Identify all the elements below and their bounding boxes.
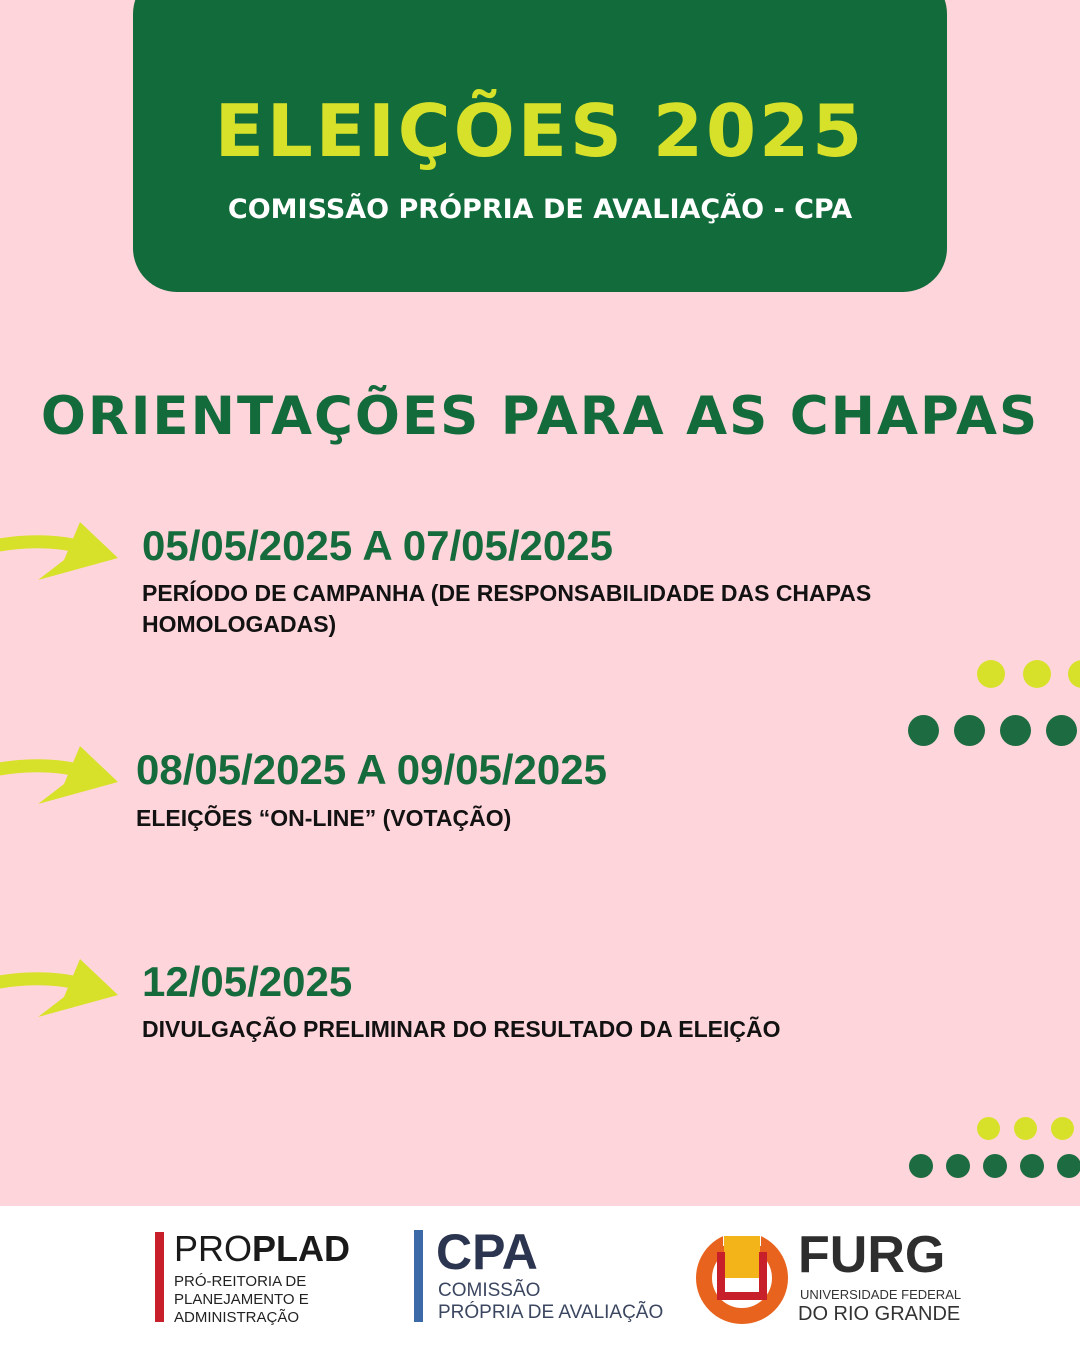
furg-emblem-icon <box>695 1226 789 1326</box>
dot <box>1000 715 1031 746</box>
dot <box>977 660 1005 688</box>
dot <box>908 715 939 746</box>
timeline-date: 08/05/2025 A 09/05/2025 <box>136 746 607 793</box>
dot <box>1020 1154 1044 1178</box>
proplad-name-bold: PLAD <box>252 1228 351 1269</box>
dot <box>1046 715 1077 746</box>
timeline-description-line: HOMOLOGADAS) <box>142 611 337 637</box>
timeline-date: 05/05/2025 A 07/05/2025 <box>142 522 613 569</box>
timeline-description-line: ELEIÇÕES “ON-LINE” (VOTAÇÃO) <box>136 805 512 831</box>
arrow-right-icon <box>0 742 124 806</box>
dot <box>954 715 985 746</box>
timeline-description <box>142 578 992 640</box>
proplad-name-light: PRO <box>174 1228 253 1269</box>
cpa-line: COMISSÃO <box>438 1280 541 1301</box>
arrow-right-icon <box>0 955 124 1019</box>
dot <box>946 1154 970 1178</box>
cpa-name: CPA <box>436 1224 538 1280</box>
cpa-line: PRÓPRIA DE AVALIAÇÃO <box>438 1302 664 1323</box>
proplad-line: ADMINISTRAÇÃO <box>174 1309 300 1326</box>
timeline-description-line: DIVULGAÇÃO PRELIMINAR DO RESULTADO DA ELEIÇÃO <box>142 1016 781 1042</box>
dot <box>1051 1117 1074 1140</box>
page-title: ELEIÇÕES 2025 <box>214 89 866 173</box>
timeline-description <box>142 1014 992 1045</box>
dot <box>1057 1154 1080 1178</box>
blue-bar-icon <box>414 1230 423 1322</box>
proplad-name <box>174 1228 350 1270</box>
proplad-line: PLANEJAMENTO E <box>174 1291 309 1308</box>
proplad-line: PRÓ-REITORIA DE <box>174 1273 307 1290</box>
dot <box>983 1154 1007 1178</box>
red-bar-icon <box>155 1232 164 1322</box>
page-subtitle: COMISSÃO PRÓPRIA DE AVALIAÇÃO - CPA <box>227 194 853 225</box>
arrow-right-icon <box>0 518 124 582</box>
timeline-description-line: PERÍODO DE CAMPANHA (DE RESPONSABILIDADE DAS CHAPAS <box>142 580 872 606</box>
section-heading: ORIENTAÇÕES PARA AS CHAPAS <box>40 386 1040 447</box>
furg-line: UNIVERSIDADE FEDERAL <box>800 1287 962 1302</box>
dot <box>1023 660 1051 688</box>
dot <box>909 1154 933 1178</box>
furg-name: FURG <box>798 1226 946 1284</box>
dot <box>977 1117 1000 1140</box>
furg-line: DO RIO GRANDE <box>798 1303 961 1325</box>
dot <box>1068 660 1080 688</box>
timeline-date: 12/05/2025 <box>142 958 353 1005</box>
dot <box>1014 1117 1037 1140</box>
timeline-description <box>136 803 986 834</box>
